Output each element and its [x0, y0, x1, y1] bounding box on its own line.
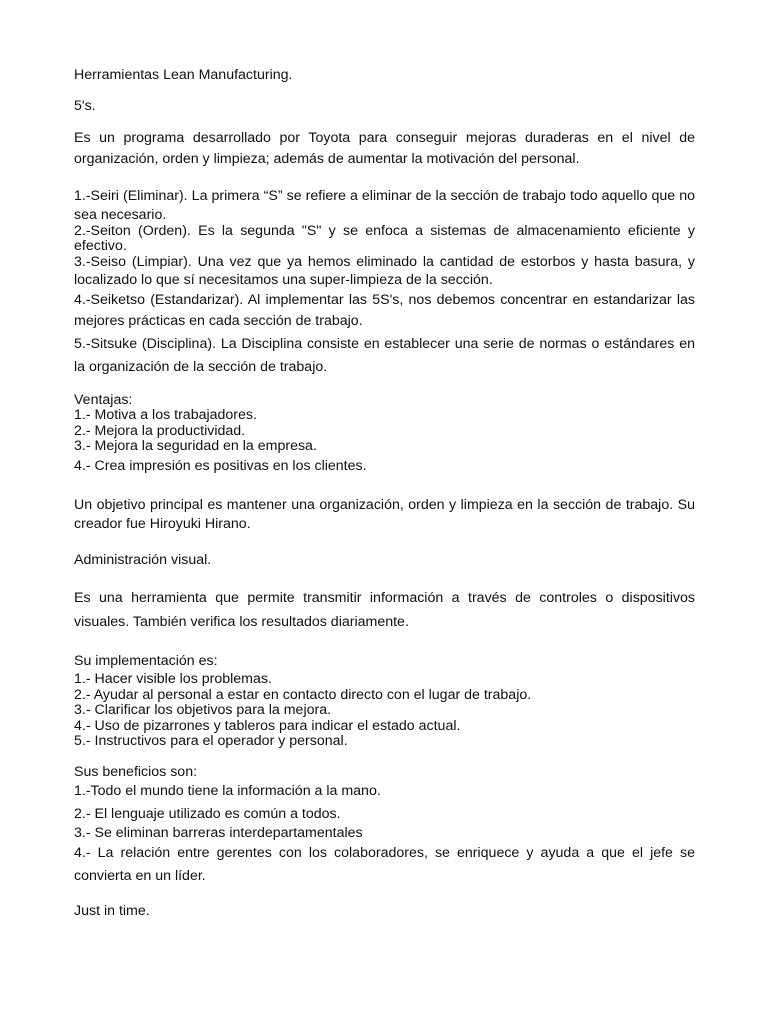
implementacion-item: 1.- Hacer visible los problemas. — [74, 671, 272, 687]
section-heading-5s: 5's. — [74, 98, 96, 114]
step-2-line-2: efectivo. — [74, 238, 127, 254]
beneficios-item-line-1: 4.- La relación entre gerentes con los colaboradores, se enriquece y ayuda a que el jefe se — [74, 845, 695, 861]
step-4-line-1: 4.-Seiketso (Estandarizar). Al implementar las 5S's, nos debemos concentrar en estandarizar las — [74, 292, 695, 308]
beneficios-item: 2.- El lenguaje utilizado es común a todos. — [74, 806, 341, 822]
ventajas-item: 1.- Motiva a los trabajadores. — [74, 407, 257, 423]
implementacion-item: 3.- Clarificar los objetivos para la mejora. — [74, 702, 332, 718]
beneficios-item-line-2: convierta en un líder. — [74, 868, 206, 884]
beneficios-item: 1.-Todo el mundo tiene la información a la mano. — [74, 783, 381, 799]
ventajas-item: 4.- Crea impresión es positivas en los clientes. — [74, 458, 367, 474]
step-1-line-2: sea necesario. — [74, 207, 167, 223]
ventajas-item: 2.- Mejora la productividad. — [74, 423, 246, 439]
visual-intro-line-2: visuales. También verifica los resultados diariamente. — [74, 614, 409, 630]
implementacion-item: 4.- Uso de pizarrones y tableros para indicar el estado actual. — [74, 718, 461, 734]
step-2-line-1: 2.-Seiton (Orden). Es la segunda "S" y se enfoca a sistemas de almacenamiento eficiente y — [74, 223, 695, 239]
implementacion-heading: Su implementación es: — [74, 653, 218, 669]
visual-intro-line-1: Es una herramienta que permite transmitir información a través de controles o dispositivos — [74, 590, 695, 606]
implementacion-item: 5.- Instructivos para el operador y personal. — [74, 733, 348, 749]
objetivo-line-2: creador fue Hiroyuki Hirano. — [74, 516, 251, 532]
section-heading-visual: Administración visual. — [74, 552, 212, 568]
beneficios-heading: Sus beneficios son: — [74, 764, 198, 780]
step-1-line-1: 1.-Seiri (Eliminar). La primera “S” se refiere a eliminar de la sección de trabajo todo aquello que no — [74, 188, 695, 204]
intro-5s-line-1: Es un programa desarrollado por Toyota para conseguir mejoras duraderas en el nivel de — [74, 130, 695, 146]
section-heading-jit: Just in time. — [74, 903, 150, 919]
step-4-line-2: mejores prácticas en cada sección de trabajo. — [74, 313, 363, 329]
step-5-line-2: la organización de la sección de trabajo. — [74, 359, 328, 375]
implementacion-item: 2.- Ayudar al personal a estar en contacto directo con el lugar de trabajo. — [74, 687, 532, 703]
step-3-line-2: localizado lo que sí necesitamos una super-limpieza de la sección. — [74, 272, 493, 288]
step-3-line-1: 3.-Seiso (Limpiar). Una vez que ya hemos eliminado la cantidad de estorbos y hasta basura, y — [74, 254, 695, 270]
step-5-line-1: 5.-Sitsuke (Disciplina). La Disciplina consiste en establecer una serie de normas o estándares en — [74, 336, 695, 352]
beneficios-item: 3.- Se eliminan barreras interdepartamentales — [74, 825, 363, 841]
objetivo-line-1: Un objetivo principal es mantener una organización, orden y limpieza en la sección de trabajo. Su — [74, 497, 695, 513]
ventajas-item: 3.- Mejora la seguridad en la empresa. — [74, 438, 317, 454]
ventajas-heading: Ventajas: — [74, 392, 133, 408]
document-title: Herramientas Lean Manufacturing. — [74, 67, 293, 83]
intro-5s-line-2: organización, orden y limpieza; además de aumentar la motivación del personal. — [74, 151, 580, 167]
